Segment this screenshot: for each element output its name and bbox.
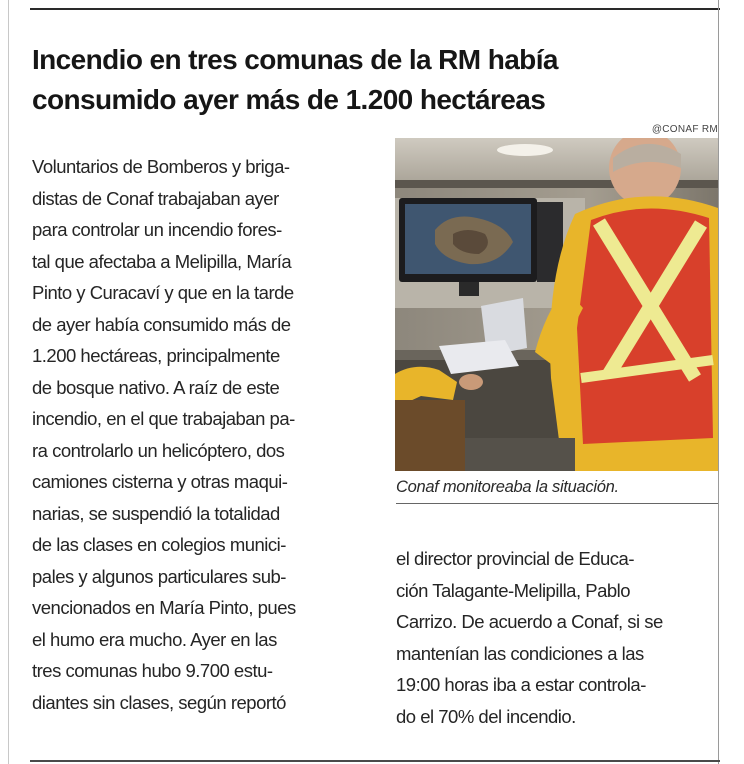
photo-credit: @CONAF RM	[651, 124, 718, 135]
body-line: de bosque nativo. A raíz de este	[32, 376, 280, 398]
page-margin-rule	[8, 0, 9, 764]
ceiling-light	[497, 144, 553, 156]
body-line: incendio, en el que trabajaban pa-	[32, 408, 295, 429]
body-line: do el 70% del incendio.	[396, 705, 576, 727]
monitor-stand	[459, 282, 479, 296]
body-line: ción Talagante-Melipilla, Pablo	[396, 579, 631, 601]
photo-caption: Conaf monitoreaba la situación.	[396, 478, 619, 496]
photo-illustration	[395, 138, 718, 471]
body-line: Voluntarios de Bomberos y briga-	[32, 156, 290, 177]
body-line: de ayer había consumido más de	[32, 313, 291, 335]
body-line: Carrizo. De acuerdo a Conaf, si se	[396, 611, 663, 632]
floor	[465, 438, 575, 471]
body-line: el humo era mucho. Ayer en las	[32, 628, 277, 650]
body-line: de las clases en colegios munici-	[32, 534, 286, 555]
bottom-divider	[30, 760, 720, 762]
body-line: tal que afectaba a Melipilla, María	[32, 250, 292, 272]
body-line: pales y algunos particulares sub-	[32, 565, 286, 587]
body-line: el director provincial de Educa-	[396, 548, 634, 569]
body-line: 19:00 horas iba a estar controla-	[396, 674, 646, 695]
article-headline	[32, 40, 722, 120]
body-line: mantenían las condiciones a las	[396, 642, 644, 664]
headline-line: Incendio en tres comunas de la RM había	[32, 44, 558, 75]
caption-divider	[396, 503, 718, 504]
body-line: diantes sin clases, según reportó	[32, 691, 286, 713]
body-line: narias, se suspendió la totalidad	[32, 502, 280, 524]
article-photo	[395, 138, 718, 471]
top-divider	[30, 8, 720, 10]
body-line: para controlar un incendio fores-	[32, 219, 282, 240]
article-column-1	[32, 151, 372, 718]
body-line: tres comunas hubo 9.700 estu-	[32, 660, 273, 681]
body-line: distas de Conaf trabajaban ayer	[32, 187, 279, 209]
body-line: ra controlarlo un helicóptero, dos	[32, 439, 285, 461]
article-column-2	[396, 543, 720, 732]
body-line: vencionados en María Pinto, pues	[32, 597, 296, 618]
body-line: 1.200 hectáreas, principalmente	[32, 345, 280, 366]
seated-worker-body	[395, 400, 465, 471]
headline-line: consumido ayer más de 1.200 hectáreas	[32, 84, 546, 115]
body-line: Pinto y Curacaví y que en la tarde	[32, 282, 294, 303]
seated-worker-hand	[459, 374, 483, 390]
body-line: camiones cisterna y otras maqui-	[32, 471, 288, 492]
